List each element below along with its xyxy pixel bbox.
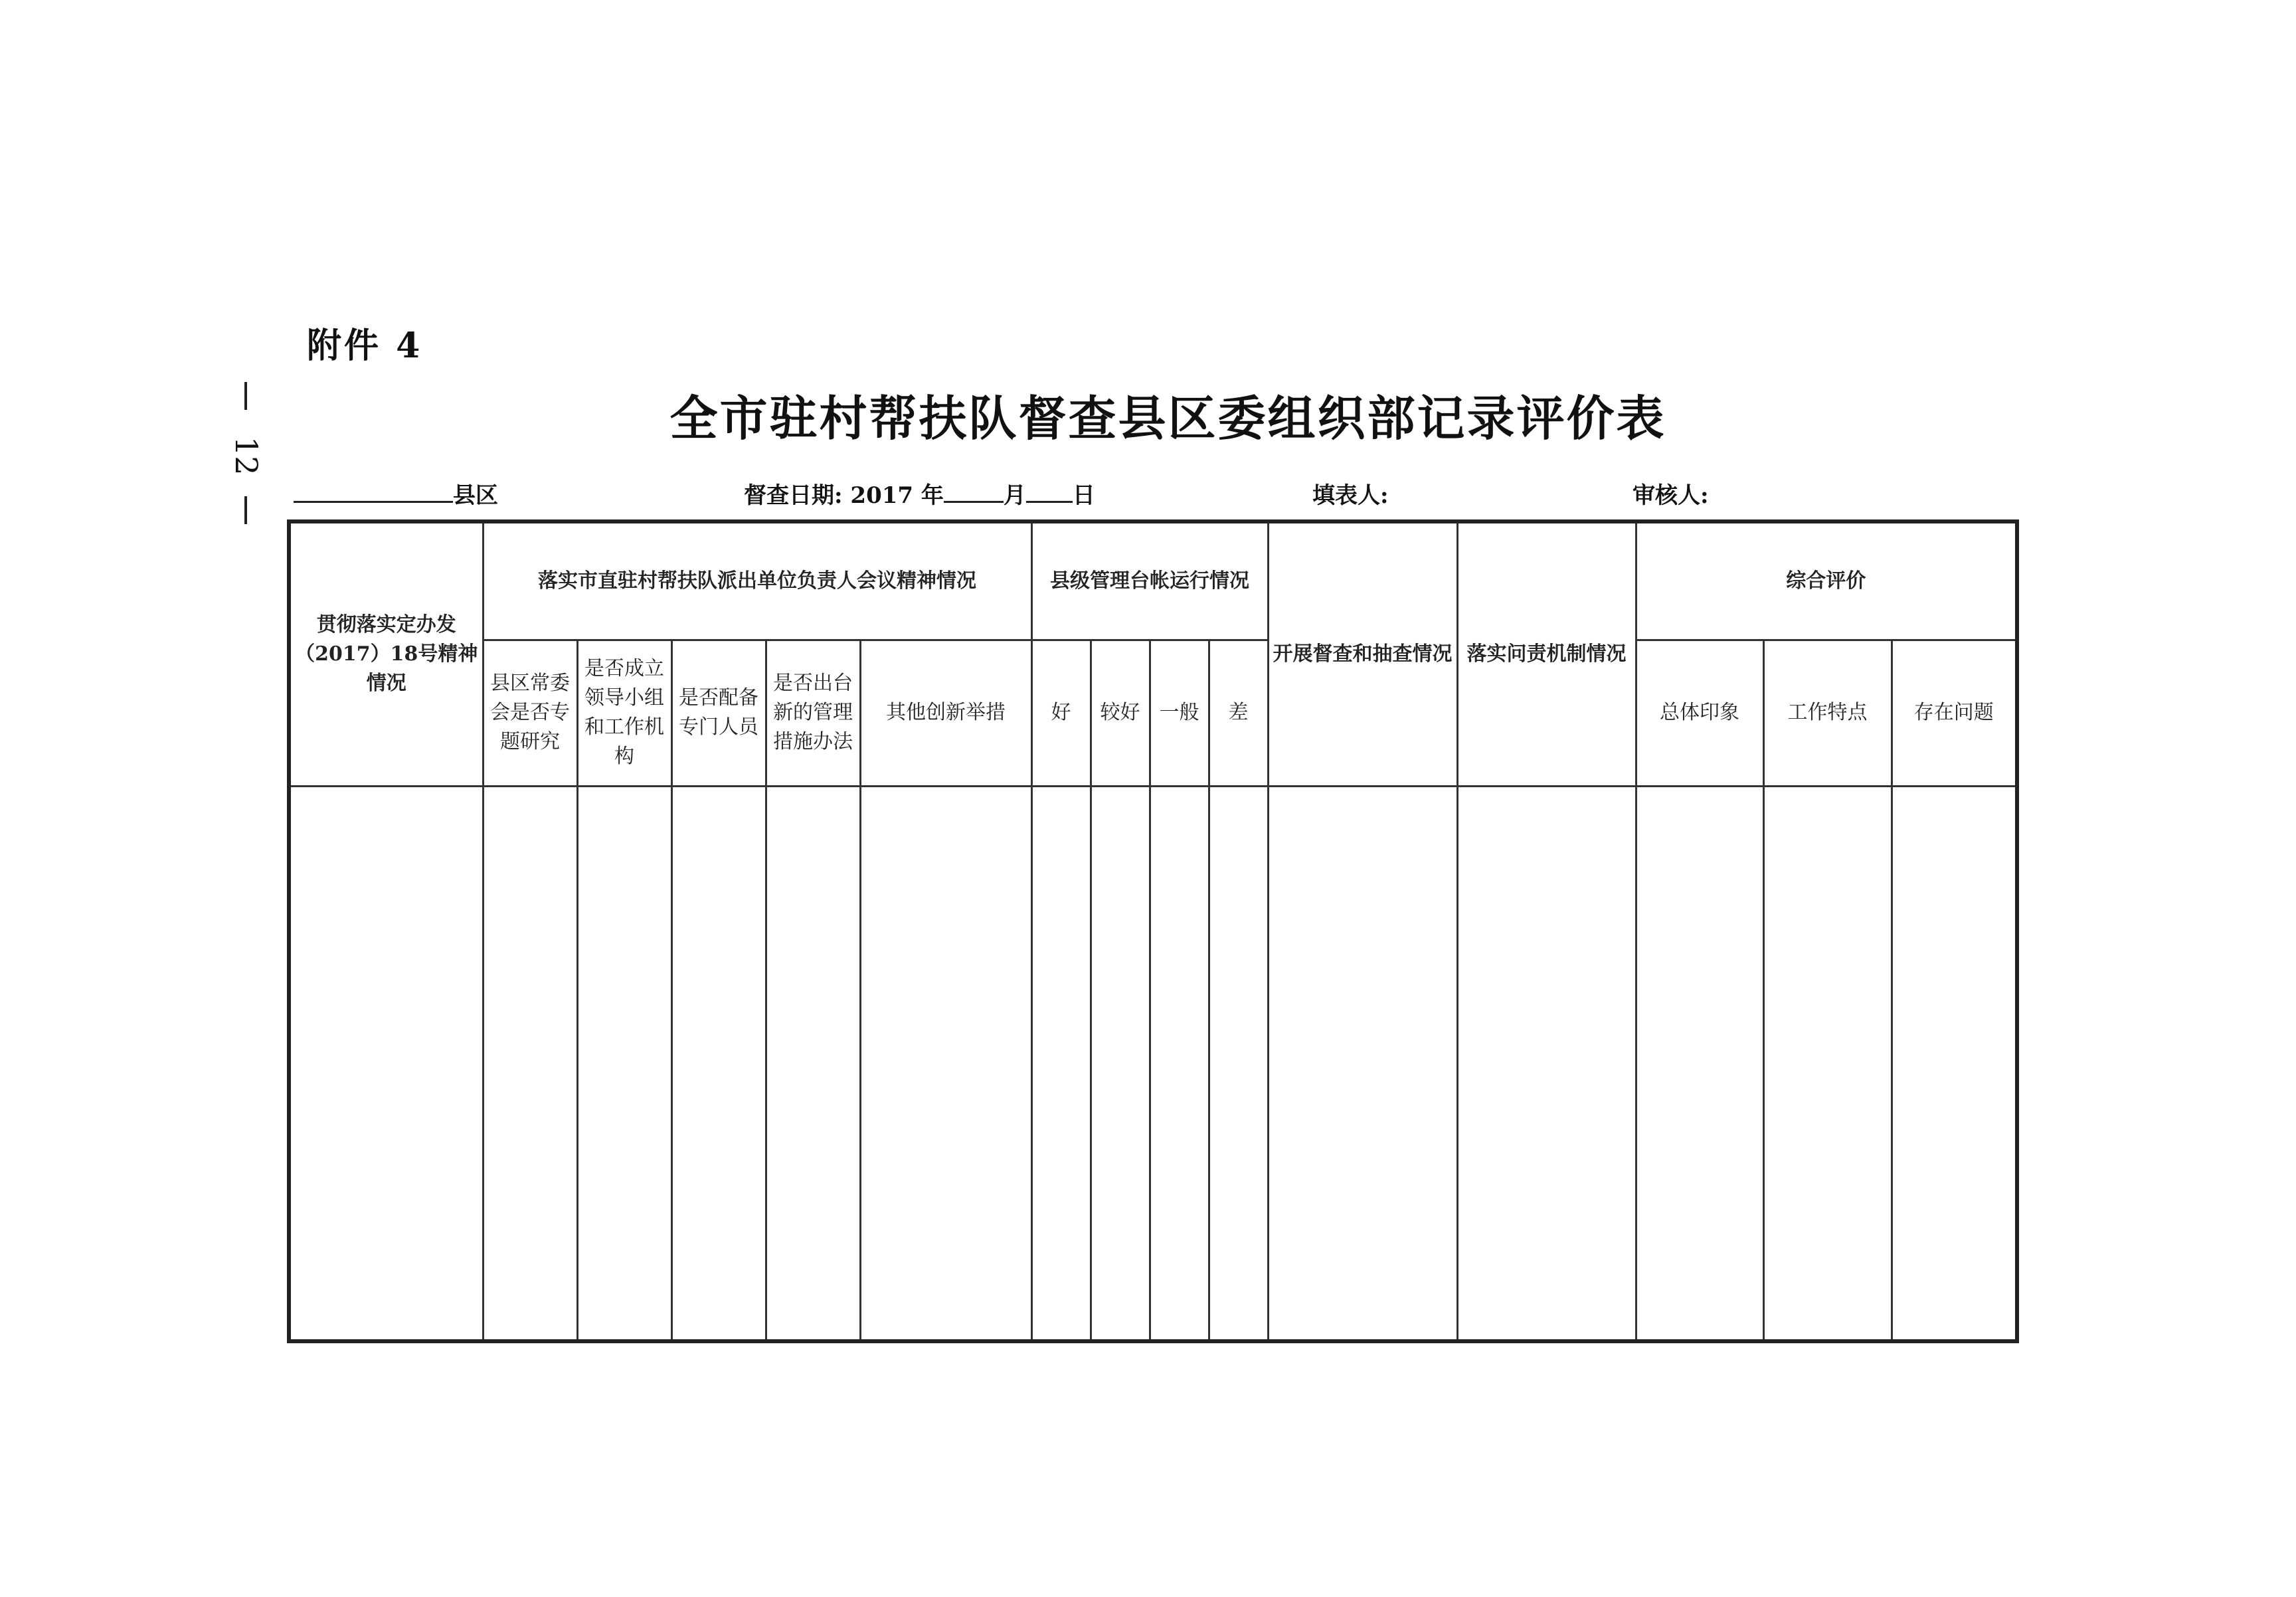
table-cell[interactable] xyxy=(483,786,577,1341)
header-row-subcolumns xyxy=(289,640,2017,786)
attachment-label: 附件 4 xyxy=(307,326,423,366)
sub-header-new-measures: 是否出台新的管理措施办法 xyxy=(766,640,860,786)
table-cell[interactable] xyxy=(1892,786,2017,1341)
date-day: 日 xyxy=(1072,482,1095,509)
county-suffix: 县区 xyxy=(453,482,498,509)
table-cell[interactable] xyxy=(289,786,483,1341)
table-cell[interactable] xyxy=(1636,786,1763,1341)
page-number-value: 12 xyxy=(228,436,264,476)
table-cell[interactable] xyxy=(1209,786,1268,1341)
table-cell[interactable] xyxy=(1763,786,1892,1341)
filler-label: 填表人: xyxy=(1312,482,1389,509)
county-field xyxy=(294,477,498,510)
table-cell[interactable] xyxy=(1031,786,1091,1341)
date-label: 督查日期: xyxy=(744,482,843,509)
sub-header-leading-group: 是否成立领导小组和工作机构 xyxy=(577,640,671,786)
reviewer-label: 审核人: xyxy=(1633,482,1709,509)
sub-header-work-features: 工作特点 xyxy=(1763,640,1892,786)
sub-header-other-innovations: 其他创新举措 xyxy=(860,640,1031,786)
col-header-accountability: 落实问责机制情况 xyxy=(1457,521,1636,786)
col-header-inspection: 开展督查和抽查情况 xyxy=(1268,521,1457,786)
filler-field xyxy=(1312,477,1389,510)
sub-header-dedicated-staff: 是否配备专门人员 xyxy=(671,640,766,786)
county-blank xyxy=(294,481,453,503)
group-header-county-ledger: 县级管理台帐运行情况 xyxy=(1031,521,1268,640)
sub-header-rating-good: 好 xyxy=(1031,640,1091,786)
sub-header-rating-fairly-good: 较好 xyxy=(1091,640,1150,786)
col-header-policy-implementation: 贯彻落实定办发（2017）18号精神情况 xyxy=(289,521,483,786)
header-row-groups xyxy=(289,521,2017,640)
reviewer-field xyxy=(1633,477,1709,510)
page-number-dash-bottom xyxy=(244,496,247,524)
month-blank xyxy=(944,481,1004,503)
table-cell[interactable] xyxy=(1268,786,1457,1341)
sub-header-overall-impression: 总体印象 xyxy=(1636,640,1763,786)
date-year: 2017 年 xyxy=(850,482,944,509)
table-cell[interactable] xyxy=(1091,786,1150,1341)
day-blank xyxy=(1026,481,1073,503)
sub-header-rating-average: 一般 xyxy=(1150,640,1209,786)
group-header-overall-evaluation: 综合评价 xyxy=(1636,521,2017,640)
group-header-meeting-spirit: 落实市直驻村帮扶队派出单位负责人会议精神情况 xyxy=(483,521,1031,640)
document-title: 全市驻村帮扶队督查县区委组织部记录评价表 xyxy=(669,390,1666,446)
table-cell[interactable] xyxy=(671,786,766,1341)
table-row-entry xyxy=(289,786,2017,1341)
sub-header-standing-committee: 县区常委会是否专题研究 xyxy=(483,640,577,786)
sub-header-existing-problems: 存在问题 xyxy=(1892,640,2017,786)
table-cell[interactable] xyxy=(1150,786,1209,1341)
table-cell[interactable] xyxy=(1457,786,1636,1341)
table-cell[interactable] xyxy=(766,786,860,1341)
table-cell[interactable] xyxy=(860,786,1031,1341)
evaluation-table xyxy=(287,519,2019,1343)
sub-header-rating-poor: 差 xyxy=(1209,640,1268,786)
date-month: 月 xyxy=(1003,482,1026,509)
table-cell[interactable] xyxy=(577,786,671,1341)
inspection-date-field xyxy=(744,477,1095,510)
